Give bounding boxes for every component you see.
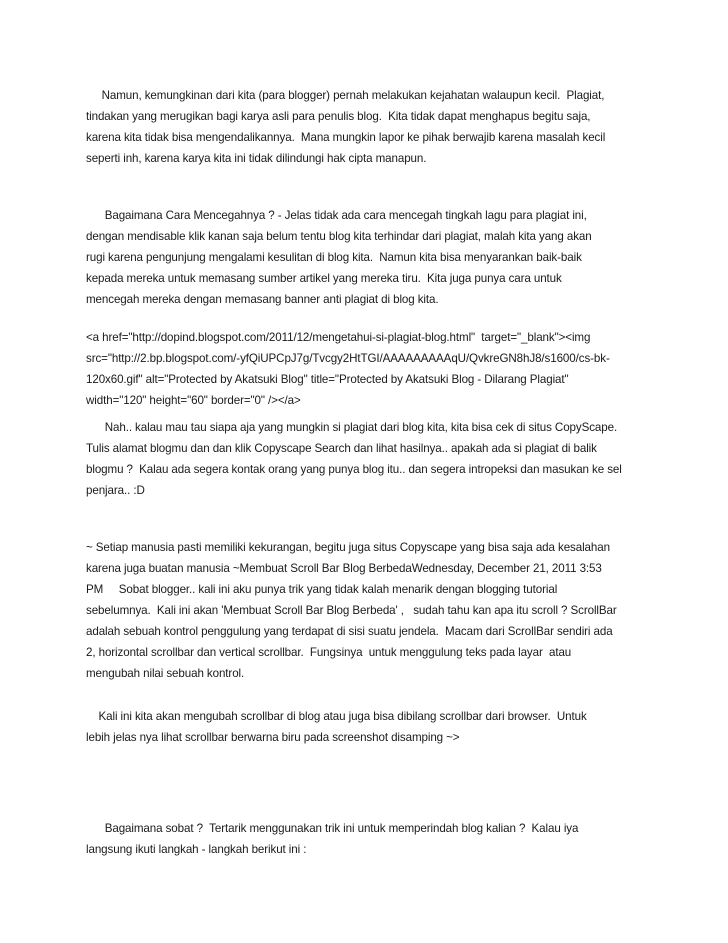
text-line: lebih jelas nya lihat scrollbar berwarna biru pada screenshot disamping ~> [86,731,460,744]
text-line: Nah.. kalau mau tau siapa aja yang mungkin si plagiat dari blog kita, kita bisa cek di situs CopyScape. [86,421,618,434]
code-line: width="120" height="60" border="0" /></a> [86,394,301,407]
paragraph-copyscape [86,417,646,501]
code-line: src="http://2.bp.blogspot.com/-yfQiUPCpJ7g/Tvcgy2HtTGI/AAAAAAAAAqU/QvkreGN8hJ8/s1600/cs-bk- [86,352,610,365]
code-line: <a href="http://dopind.blogspot.com/2011/12/mengetahui-si-plagiat-blog.html" target="_blank"><img [86,331,591,344]
text-line: sebelumnya. Kali ini akan 'Membuat Scroll Bar Blog Berbeda' , sudah tahu kan apa itu scroll ? ScrollBar [86,604,617,617]
paragraph-scrollbar-intro [86,537,646,684]
text-line: 2, horizontal scrollbar dan vertical scrollbar. Fungsinya untuk menggulung teks pada layar atau [86,646,572,659]
text-line: kepada mereka untuk memasang sumber artikel yang mereka tiru. Kita juga punya cara untuk [86,272,562,285]
text-line: adalah sebuah kontrol penggulung yang terdapat di sisi suatu jendela. Macam dari ScrollBar sendiri ada [86,625,613,638]
text-line: Bagaimana Cara Mencegahnya ? - Jelas tidak ada cara mencegah tingkah lagu para plagiat ini, [86,209,587,222]
text-line: Bagaimana sobat ? Tertarik menggunakan trik ini untuk memperindah blog kalian ? Kalau iya [86,822,579,835]
text-line: Tulis alamat blogmu dan dan klik Copyscape Search dan lihat hasilnya.. apakah ada si plagiat di balik [86,442,597,455]
paragraph-ubah-scrollbar [86,706,646,748]
text-line: blogmu ? Kalau ada segera kontak orang yang punya blog itu.. dan segera intropeksi dan masukan ke sel [86,463,622,476]
text-line: Kali ini kita akan mengubah scrollbar di blog atau juga bisa dibilang scrollbar dari browser. Untuk [86,710,587,723]
text-line: tindakan yang merugikan bagi karya asli para penulis blog. Kita tidak dapat menghapus begitu saja, [86,110,591,123]
text-line: karena kita tidak bisa mengendalikannya. Mana mungkin lapor ke pihak berwajib karena masalah kecil [86,131,606,144]
text-line: PM Sobat blogger.. kali ini aku punya trik yang tidak kalah menarik dengan blogging tutorial [86,583,558,596]
text-line: langsung ikuti langkah - langkah berikut ini : [86,843,307,856]
paragraph-plagiat-intro [86,85,646,169]
paragraph-cara-mencegah [86,205,646,310]
text-line: karena juga buatan manusia ~Membuat Scroll Bar Blog BerbedaWednesday, December 21, 2011 3:53 [86,562,602,575]
code-line: 120x60.gif" alt="Protected by Akatsuki Blog" title="Protected by Akatsuki Blog - Dilarang Plagiat" [86,373,569,386]
text-line: mencegah mereka dengan memasang banner anti plagiat di blog kita. [86,293,439,306]
text-line: dengan mendisable klik kanan saja belum tentu blog kita terhindar dari plagiat, malah kita yang akan [86,230,592,243]
text-line: Namun, kemungkinan dari kita (para blogger) pernah melakukan kejahatan walaupun kecil. Plagiat, [86,89,605,102]
paragraph-banner-code [86,327,646,411]
paragraph-langkah [86,818,646,860]
text-line: ~ Setiap manusia pasti memiliki kekurangan, begitu juga situs Copyscape yang bisa saja ada kesalahan [86,541,610,554]
text-line: seperti inh, karena karya kita ini tidak dilindungi hak cipta manapun. [86,152,427,165]
text-line: rugi karena pengunjung mengalami kesulitan di blog kita. Namun kita bisa menyarankan baik-baik [86,251,582,264]
text-line: penjara.. :D [86,484,145,497]
text-line: mengubah nilai sebuah kontrol. [86,667,245,680]
